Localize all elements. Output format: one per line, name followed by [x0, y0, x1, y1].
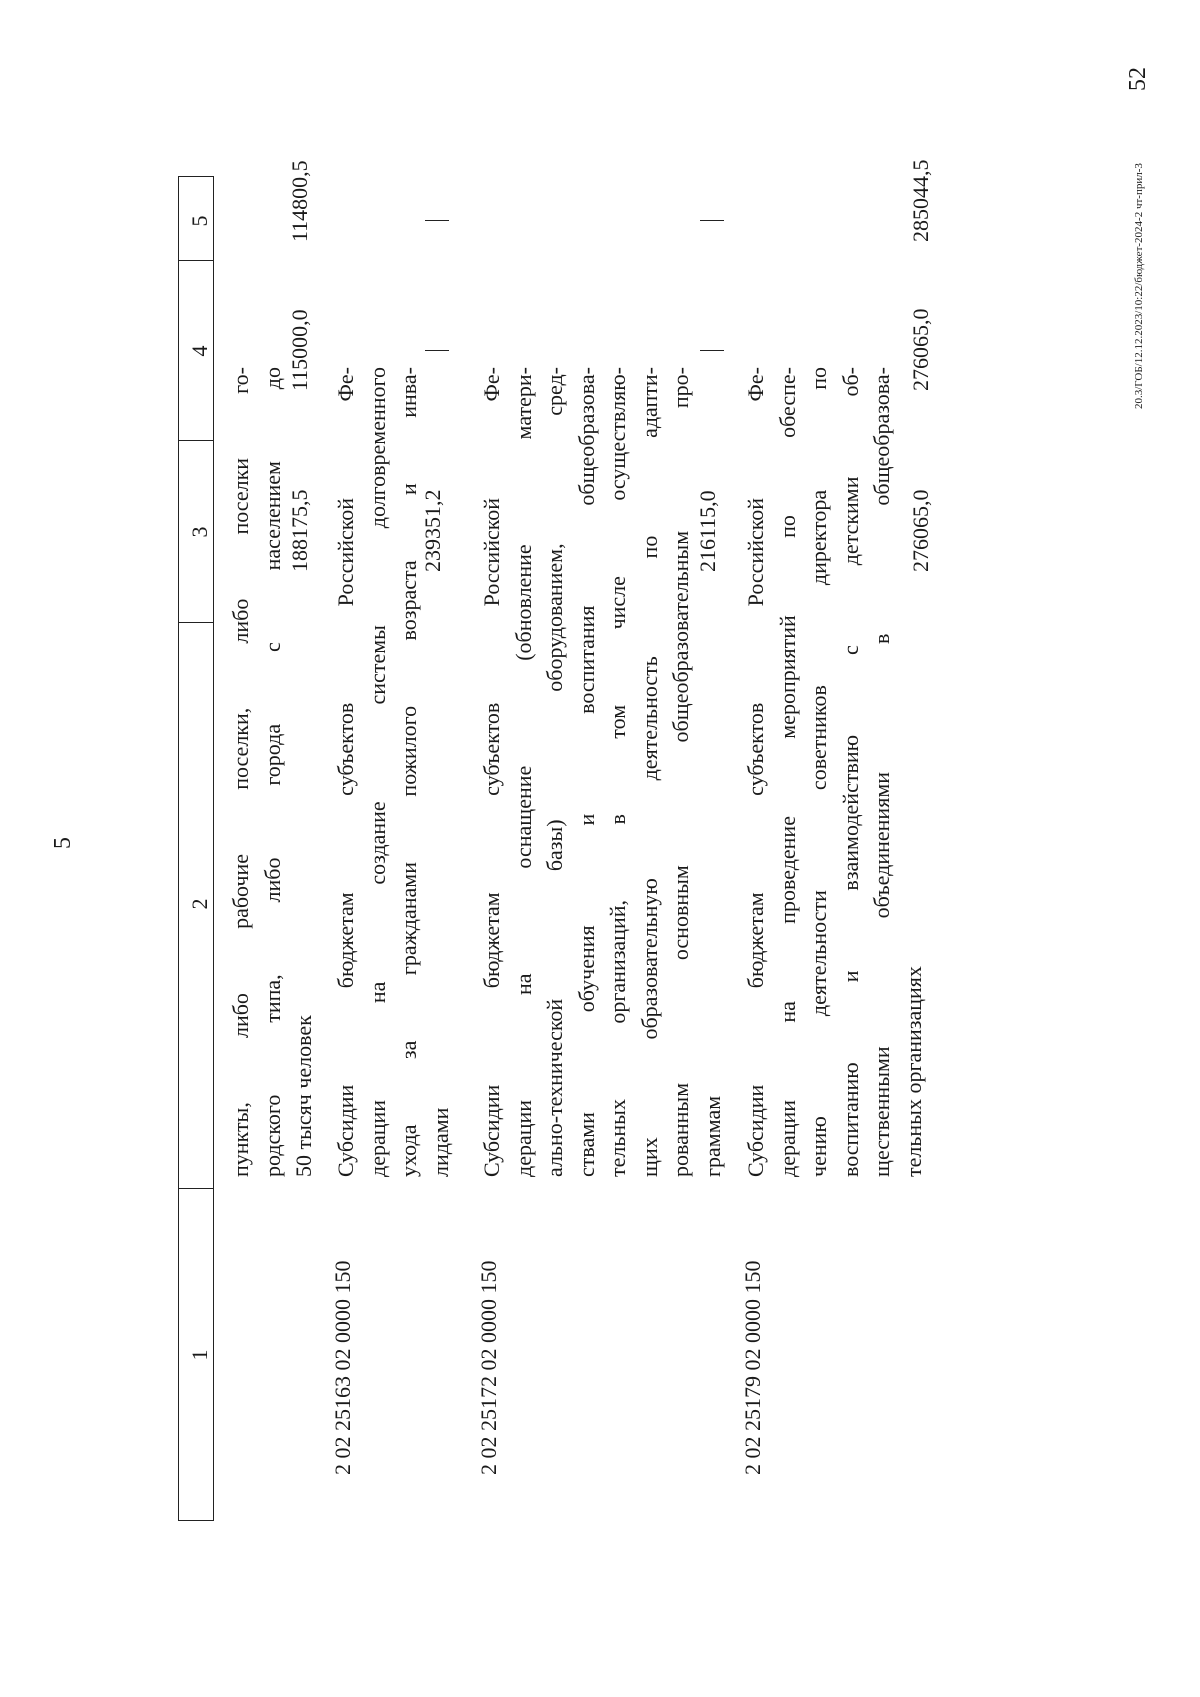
description-line: ально-технической базы) оборудованием, сред- — [542, 367, 567, 1177]
table-row-description — [740, 367, 929, 1177]
column-number-1: 1 — [187, 1349, 212, 1361]
column-number-4: 4 — [187, 345, 212, 357]
description-line: тельных организаций, в том числе осуществляю- — [605, 367, 630, 1177]
sheet-number: 52 — [1125, 67, 1151, 91]
row-3-col4-value: 276065,0 — [908, 308, 933, 391]
description-line: граммам — [699, 1095, 725, 1177]
table-row-description — [476, 367, 728, 1177]
column-divider-3-4 — [178, 440, 214, 441]
column-divider-4-5 — [178, 260, 214, 261]
description-line: 50 тысяч человек — [291, 1015, 316, 1177]
row-1-col4-dash — [425, 350, 449, 351]
description-line: Субсидии бюджетам субъектов Российской Фе- — [333, 367, 358, 1177]
description-line: щественными объединениями в общеобразова- — [869, 367, 894, 1177]
row-0-col5-value: 114800,5 — [287, 160, 312, 242]
description-line: дерации на оснащение (обновление матери- — [510, 367, 536, 1177]
row-3-col3-value: 276065,0 — [908, 489, 933, 572]
row-2-col5-dash — [700, 220, 724, 221]
row-1-col5-dash — [425, 220, 449, 221]
description-line: пункты, либо рабочие поселки, либо поселки го- — [228, 367, 253, 1177]
row-1-code: 2 02 25163 02 0000 150 — [330, 1260, 355, 1475]
description-line: дерации на создание системы долговременного — [364, 367, 390, 1177]
table-left-border — [178, 1520, 214, 1521]
table-right-border — [178, 176, 214, 177]
table-row-description — [225, 367, 320, 1177]
column-divider-1-2 — [178, 1188, 214, 1189]
row-2-col4-dash — [700, 350, 724, 351]
row-3-col5-value: 285044,5 — [908, 159, 933, 242]
description-line: лидами — [427, 1107, 453, 1177]
row-0-col4-value: 115000,0 — [287, 309, 312, 391]
description-line: чению деятельности советников директора по — [806, 367, 831, 1177]
column-number-5: 5 — [187, 215, 212, 227]
column-number-2: 2 — [187, 898, 212, 910]
page-number: 5 — [50, 837, 76, 849]
description-line: Субсидии бюджетам субъектов Российской Фе- — [743, 367, 768, 1177]
description-line: родского типа, либо города с населением до — [259, 367, 285, 1177]
description-line: Субсидии бюджетам субъектов Российской Фе- — [479, 367, 504, 1177]
row-0-col3-value: 188175,5 — [287, 489, 312, 572]
table-row-description — [330, 367, 456, 1177]
description-line: рованным основным общеобразовательным про- — [668, 367, 693, 1177]
description-line: щих образовательную деятельность по адапти- — [636, 367, 662, 1177]
column-divider-2-3 — [178, 622, 214, 623]
row-3-code: 2 02 25179 02 0000 150 — [740, 1260, 765, 1475]
column-number-3: 3 — [187, 526, 212, 538]
row-1-col3-value: 239351,2 — [420, 489, 445, 572]
description-line: тельных организациях — [900, 966, 926, 1177]
description-line: ствами обучения и воспитания общеобразова- — [573, 367, 599, 1177]
row-2-code: 2 02 25172 02 0000 150 — [476, 1260, 501, 1475]
table-header-border — [213, 177, 214, 1521]
description-line: ухода за гражданами пожилого возраста и инва- — [396, 367, 421, 1177]
row-2-col3-value: 216115,0 — [695, 490, 720, 572]
document-code: 20.3/ГОБ/12.12.2023/10:22/бюджет-2024-2 чт-прил-3 — [1133, 163, 1145, 409]
description-line: воспитанию и взаимодействию с детскими об- — [837, 367, 863, 1177]
description-line: дерации на проведение мероприятий по обеспе- — [774, 367, 800, 1177]
table-top-border — [178, 177, 179, 1521]
